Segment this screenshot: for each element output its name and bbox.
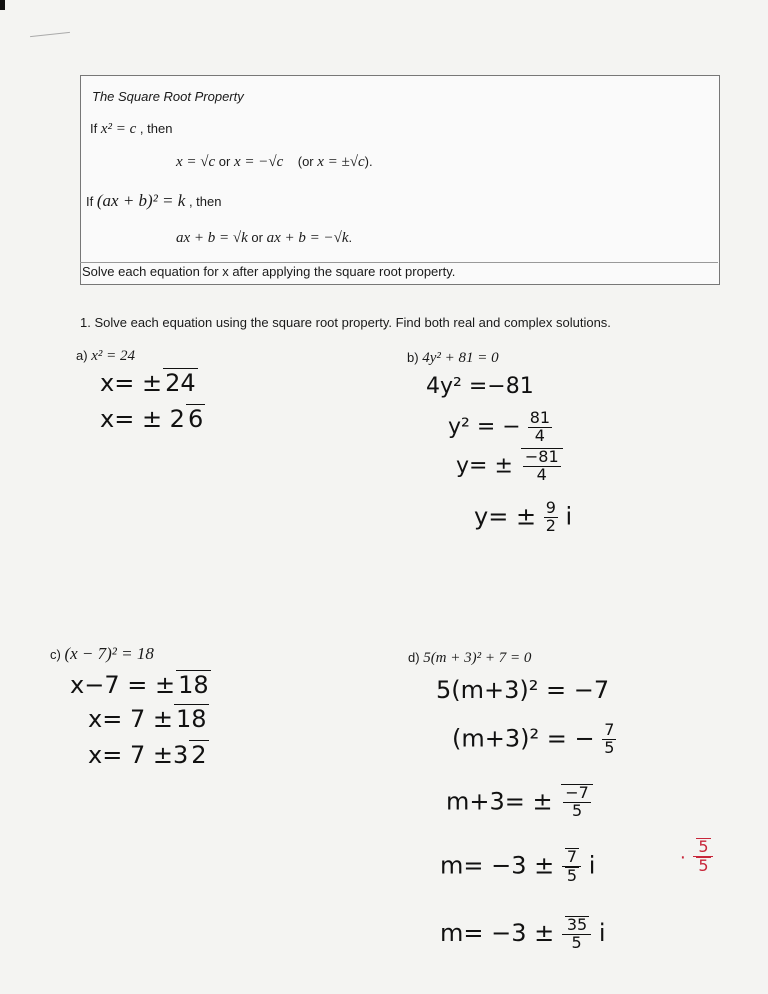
denominator: 5 xyxy=(571,932,582,952)
fraction-sqrt35-5 xyxy=(562,916,591,952)
problem-d-step-1: 5(m+3)² = −7 xyxy=(436,676,610,704)
denominator: 5 xyxy=(604,737,615,757)
problem-d-equation: 5(m + 3)² + 7 = 0 xyxy=(423,650,532,666)
sqrt-fraction xyxy=(561,784,593,820)
problem-c-step-1 xyxy=(70,670,211,699)
rule-2-expr: (ax + b)² = k xyxy=(96,191,186,210)
denominator: 4 xyxy=(536,464,547,484)
hand-text: y= ± xyxy=(474,502,537,531)
problem-b-step-4 xyxy=(474,500,572,535)
problem-d-header xyxy=(408,650,531,667)
problem-b-step-1: 4y² =−81 xyxy=(426,374,534,399)
fraction-7-5 xyxy=(602,722,616,757)
hand-text: x= 7 ± xyxy=(88,705,173,733)
problem-c-header xyxy=(50,644,154,664)
fraction-81-4 xyxy=(528,410,552,445)
numerator: 9 xyxy=(545,498,556,517)
hand-text: m= −3 ± xyxy=(440,918,555,947)
imaginary-unit: i xyxy=(588,851,596,880)
hand-text: (m+3)² = − xyxy=(452,724,595,753)
pencil-stroke xyxy=(30,32,70,37)
sqrt-24: 24 xyxy=(165,369,196,397)
imaginary-unit: i xyxy=(565,502,573,531)
rule-2-condition xyxy=(86,191,221,211)
rule-2-end: . xyxy=(348,230,353,245)
hand-text: m+3= ± xyxy=(446,787,553,816)
rule-2-if: If xyxy=(86,194,94,209)
rule-1-result xyxy=(176,154,373,171)
question-1: 1. Solve each equation using the square root property. Find both real and complex solutions. xyxy=(80,315,611,330)
numerator: 7 xyxy=(604,720,615,739)
numerator: 81 xyxy=(529,408,551,427)
problem-c-step-2 xyxy=(88,704,209,733)
hand-text: x= ± xyxy=(100,369,163,397)
denominator: 5 xyxy=(571,800,583,820)
numerator: −7 xyxy=(565,783,589,802)
problem-b-step-3 xyxy=(456,448,563,484)
hand-text: x= ± 2 xyxy=(100,405,185,433)
sqrt-18: 18 xyxy=(178,671,209,699)
sqrt-35: 35 xyxy=(566,915,588,934)
rule-1-result-b: x = −√c xyxy=(233,154,284,170)
rule-2-result-b: ax + b = −√k xyxy=(266,230,349,246)
hand-text: x−7 = ± xyxy=(70,671,176,699)
hand-text: x= 7 ±3 xyxy=(88,741,189,769)
sqrt-5: 5 xyxy=(566,865,578,885)
hand-text: m= −3 ± xyxy=(440,851,555,880)
hand-text: y= ± xyxy=(456,453,513,479)
rule-2-result xyxy=(176,230,352,247)
problem-d-step-2 xyxy=(452,722,616,757)
rule-2-result-a: ax + b = √k xyxy=(176,230,248,246)
denominator: 2 xyxy=(545,515,556,535)
problem-d-step-4 xyxy=(440,848,595,885)
box-divider xyxy=(80,262,718,263)
rule-2-then: , then xyxy=(188,194,222,209)
rule-1-result-a: x = √c xyxy=(176,154,216,170)
problem-d-label: d) xyxy=(408,650,420,665)
hand-text: y² = − xyxy=(448,414,521,440)
problem-c-equation: (x − 7)² = 18 xyxy=(64,644,154,663)
box-title: The Square Root Property xyxy=(92,89,244,104)
problem-d-step-3 xyxy=(446,784,593,820)
rule-1-alt-close: ). xyxy=(364,154,373,169)
rule-1-alt-expr: x = ±√c xyxy=(317,154,365,170)
scan-edge-mark xyxy=(0,0,5,10)
sqrt-fraction xyxy=(521,448,563,484)
sqrt-7: 7 xyxy=(566,847,578,866)
rule-1-alt-open: (or xyxy=(297,154,314,169)
problem-d-step-5 xyxy=(440,916,606,952)
rule-1-condition xyxy=(90,121,172,138)
or-word: or xyxy=(218,154,231,169)
problem-a-header xyxy=(76,348,135,365)
problem-b-step-2 xyxy=(448,410,552,445)
sqrt-2: 2 xyxy=(191,741,207,769)
problem-b-label: b) xyxy=(407,350,419,365)
numerator: −81 xyxy=(524,447,559,466)
rationalize-note: · $\frac{5}{5}$ xyxy=(680,838,713,875)
problem-a-equation: x² = 24 xyxy=(91,348,135,364)
or-word: or xyxy=(251,230,263,245)
sqrt-5: 5 xyxy=(698,855,709,875)
problem-c-label: c) xyxy=(50,647,61,662)
box-instruction: Solve each equation for x after applying the square root property. xyxy=(82,264,456,279)
sqrt-18: 18 xyxy=(175,705,207,733)
fraction-sqrt5-sqrt5 xyxy=(693,838,712,875)
sqrt-5: 5 xyxy=(698,837,709,856)
problem-a-step-1 xyxy=(100,368,198,397)
problem-a-step-2 xyxy=(100,404,205,433)
denominator: 4 xyxy=(534,425,545,445)
rule-1-expr: x² = c xyxy=(100,121,137,137)
fraction-9-2 xyxy=(544,500,558,535)
problem-c-step-3 xyxy=(88,740,209,769)
sqrt-6: 6 xyxy=(187,405,204,433)
imaginary-unit: i xyxy=(598,918,606,947)
square-root-property-box xyxy=(80,75,720,285)
fraction-sqrt7-sqrt5 xyxy=(562,848,581,885)
problem-b-equation: 4y² + 81 = 0 xyxy=(422,350,499,366)
problem-a-label: a) xyxy=(76,348,88,363)
rule-1-then: , then xyxy=(139,121,173,136)
rule-1-if: If xyxy=(90,121,98,136)
problem-b-header xyxy=(407,350,499,367)
